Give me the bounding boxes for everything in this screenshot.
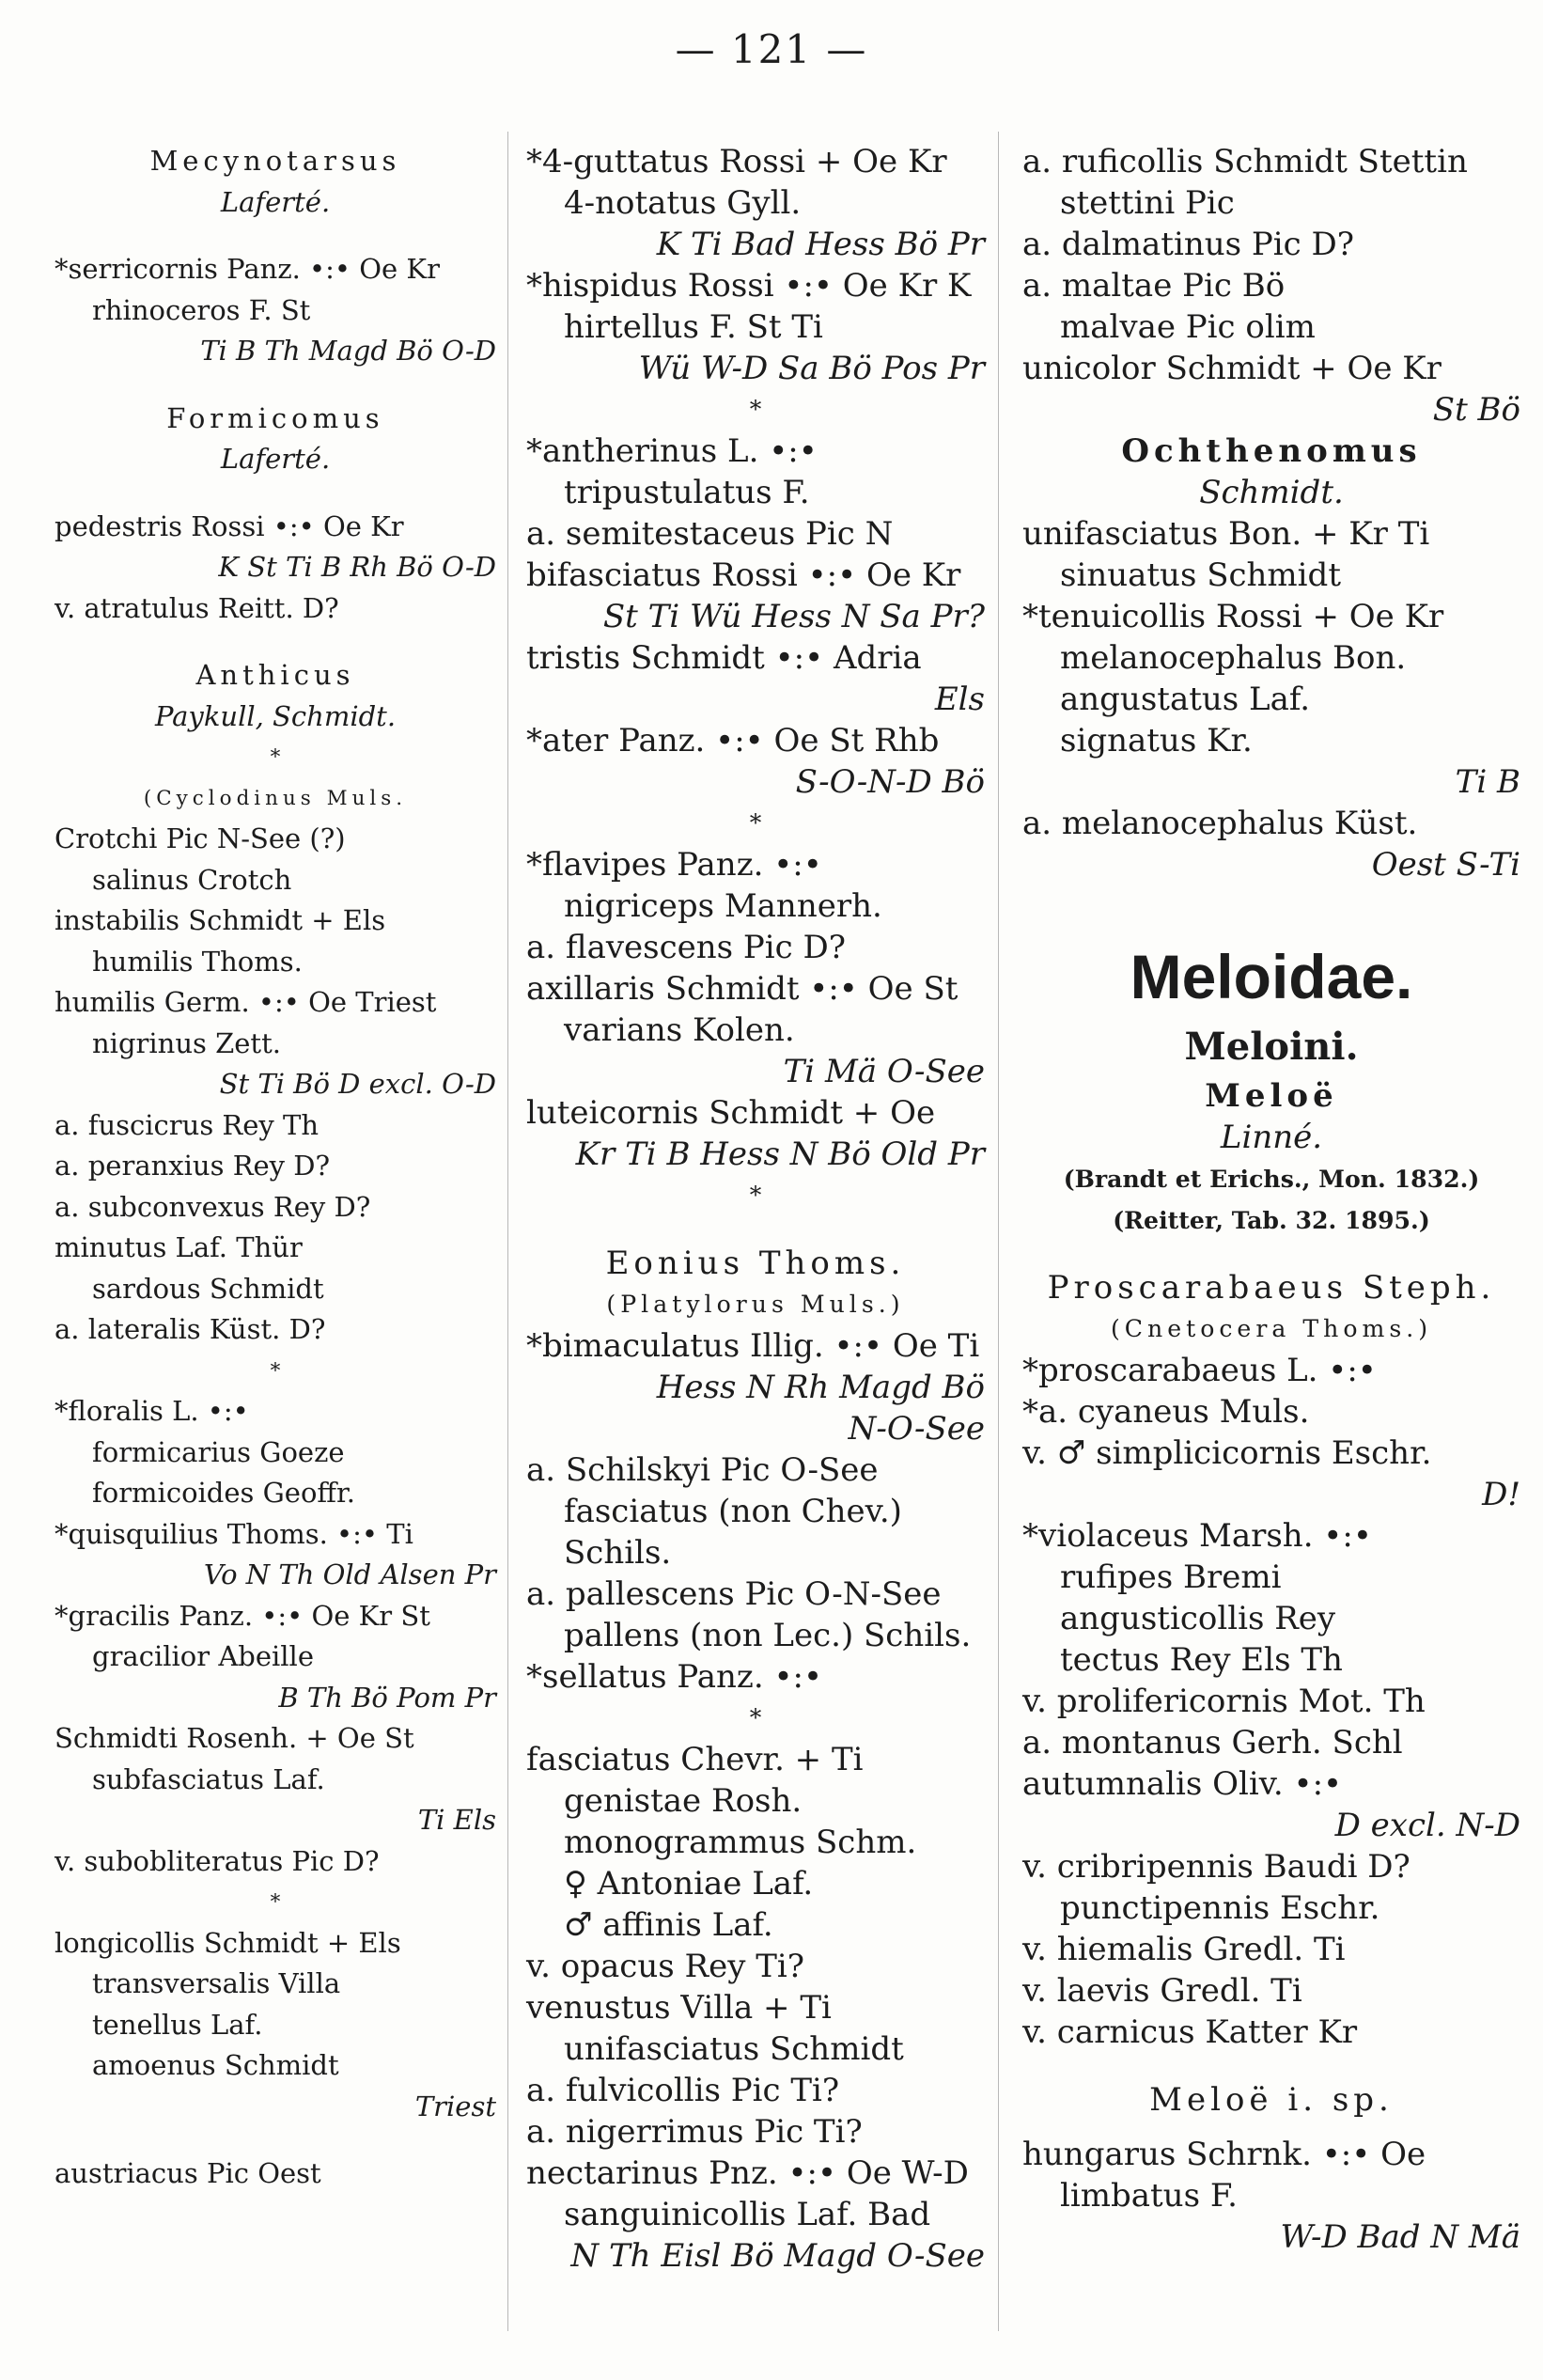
species-entry: nectarinus Pnz. •:• Oe W-D [526,2154,969,2192]
section-separator: * [270,1890,281,1914]
species-entry: *serricornis Panz. •:• Oe Kr [55,253,440,285]
spacer [55,372,496,399]
page-number: — 121 — [675,26,868,72]
synonym-entry: ♀ Antoniae Laf. [564,1865,814,1902]
species-entry: tristis Schmidt •:• Adria [526,639,922,677]
distribution-line: W-D Bad N Mä [1280,2218,1520,2256]
author-line: Linné. [1220,1119,1323,1156]
distribution-line: Wü W-D Sa Bö Pos Pr [638,350,985,387]
reference-note: (Reitter, Tab. 32. 1895.) [1113,1206,1430,1234]
distribution-line: N Th Eisl Bö Magd O-See [570,2237,985,2275]
species-entry: *proscarabaeus L. •:• [1022,1352,1377,1389]
species-entry: luteicornis Schmidt + Oe [526,1094,936,1132]
author-line: Schmidt. [1199,474,1344,511]
species-entry: *ater Panz. •:• Oe St Rhb [526,722,940,759]
species-entry: longicollis Schmidt + Els [55,1926,401,1959]
author-line: Laferté. [220,185,331,218]
species-entry: v. prolifericornis Mot. Th [1022,1683,1426,1720]
subgenus-note: (Cyclodinus Muls. [143,786,408,810]
species-entry: a. lateralis Küst. D? [55,1313,326,1345]
synonym-entry: nigriceps Mannerh. [564,887,882,925]
distribution-line: Els [934,681,985,718]
species-entry: unifasciatus Bon. + Kr Ti [1022,515,1430,553]
species-entry: v. hiemalis Gredl. Ti [1022,1931,1346,1968]
distribution-line: K St Ti B Rh Bö O-D [218,551,496,583]
species-entry: v. laevis Gredl. Ti [1022,1972,1302,2010]
synonym-entry: malvae Pic olim [1060,308,1316,346]
synonym-entry: fasciatus (non Chev.) [564,1493,902,1530]
synonym-entry: formicarius Goeze [92,1435,345,1468]
species-entry: a. maltae Pic Bö [1022,267,1286,305]
species-entry: *quisquilius Thoms. •:• Ti [55,1517,413,1550]
species-entry: a. peranxius Rey D? [55,1150,331,1182]
distribution-line: Ti Mä O-See [783,1053,985,1090]
synonym-entry: subfasciatus Laf. [92,1762,325,1795]
genus-heading: Formicomus [166,401,384,434]
distribution-line: S-O-N-D Bö [795,763,985,801]
species-entry: a. ruficollis Schmidt Stettin [1022,143,1468,180]
synonym-entry: pallens (non Lec.) Schils. [564,1617,972,1654]
section-separator: * [270,1358,281,1383]
section-separator: * [749,809,762,837]
synonym-entry: tenellus Laf. [92,2008,263,2041]
synonym-entry: varians Kolen. [564,1011,795,1049]
distribution-line: K Ti Bad Hess Bö Pr [656,226,985,263]
section-separator: * [749,396,762,423]
species-entry: a. semitestaceus Pic N [526,515,894,553]
species-entry: *a. cyaneus Muls. [1022,1393,1310,1431]
section-separator: * [270,745,281,769]
distribution-line: D! [1482,1476,1520,1513]
species-entry: Crotchi Pic N-See (?) [55,822,346,854]
column-divider [507,132,508,2331]
synonym-entry: sardous Schmidt [92,1272,324,1305]
synonym-entry: Schils. [564,1534,672,1572]
spacer [1022,1241,1520,1267]
distribution-line: B Th Bö Pom Pr [278,1681,496,1714]
distribution-line: St Ti Wü Hess N Sa Pr? [602,598,985,635]
genus-heading: Anthicus [195,659,355,691]
spacer [526,1216,985,1243]
tribe-heading: Meloini. [1184,1025,1359,1069]
species-entry: a. fuscicrus Rey Th [55,1108,320,1141]
species-entry: venustus Villa + Ti [526,1989,832,2027]
synonym-entry: ♂ affinis Laf. [564,1906,773,1944]
species-entry: unicolor Schmidt + Oe Kr [1022,350,1442,387]
synonym-entry: unifasciatus Schmidt [564,2030,904,2068]
synonym-entry: rhinoceros F. St [92,293,311,326]
synonym-entry: 4-notatus Gyll. [564,184,802,222]
species-entry: v. ♂ simplicicornis Eschr. [1022,1434,1432,1472]
spacer [55,223,496,249]
synonym-entry: amoenus Schmidt [92,2049,339,2081]
genus-heading: Mecynotarsus [149,145,401,177]
synonym-entry: rufipes Bremi [1060,1558,1282,1596]
species-entry: a. melanocephalus Küst. [1022,805,1418,842]
section-separator: * [749,1704,762,1731]
species-entry: autumnalis Oliv. •:• [1022,1765,1343,1803]
species-entry: *hispidus Rossi •:• Oe Kr K [526,267,972,305]
synonym-entry: salinus Crotch [92,863,292,896]
synonym-entry: angusticollis Rey [1060,1600,1336,1637]
synonym-entry: tripustulatus F. [564,474,810,511]
synonym-entry: sanguinicollis Laf. Bad [564,2196,931,2233]
species-entry: *4-guttatus Rossi + Oe Kr [526,143,947,180]
distribution-line: Ti B Th Magd Bö O-D [200,335,496,367]
species-entry: a. flavescens Pic D? [526,929,847,966]
synonym-entry: angustatus Laf. [1060,681,1311,718]
reference-note: (Brandt et Erichs., Mon. 1832.) [1063,1165,1480,1193]
species-entry: axillaris Schmidt •:• Oe St [526,970,959,1008]
author-line: Laferté. [220,443,331,475]
distribution-line: Oest S-Ti [1371,846,1520,884]
synonym-entry: gracilior Abeille [92,1640,314,1672]
subgenus-note: (Cnetocera Thoms.) [1110,1315,1433,1342]
synonym-entry: humilis Thoms. [92,945,303,978]
synonym-entry: sinuatus Schmidt [1060,556,1341,594]
species-entry: *flavipes Panz. •:• [526,846,822,884]
species-entry: pedestris Rossi •:• Oe Kr [55,509,404,542]
spacer [1022,2121,1520,2134]
species-entry: bifasciatus Rossi •:• Oe Kr [526,556,961,594]
species-entry: *bimaculatus Illig. •:• Oe Ti [526,1327,980,1365]
synonym-entry: stettini Pic [1060,184,1235,222]
species-entry: humilis Germ. •:• Oe Triest [55,986,437,1018]
spacer [55,480,496,507]
distribution-line: St Ti Bö D excl. O-D [219,1068,496,1100]
species-entry: *tenuicollis Rossi + Oe Kr [1022,598,1444,635]
distribution-line: Ti B [1455,763,1520,801]
distribution-line: Vo N Th Old Alsen Pr [203,1558,496,1590]
species-entry: a. subconvexus Rey D? [55,1190,371,1223]
synonym-entry: hirtellus F. St Ti [564,308,823,346]
species-entry: a. montanus Gerh. Schl [1022,1724,1403,1762]
spacer [55,629,496,655]
distribution-line: D excl. N-D [1334,1807,1520,1844]
species-entry: v. opacus Rey Ti? [526,1948,805,1985]
species-entry: a. dalmatinus Pic D? [1022,226,1354,263]
species-entry: *floralis L. •:• [55,1395,249,1427]
species-entry: minutus Laf. Thür [55,1231,303,1263]
genus-heading: Eonius Thoms. [605,1245,906,1282]
species-entry: v. carnicus Katter Kr [1022,2013,1358,2051]
synonym-entry: signatus Kr. [1060,722,1253,759]
synonym-entry: limbatus F. [1060,2177,1238,2215]
family-heading: Meloidae. [1130,942,1413,1011]
distribution-line: N-O-See [848,1410,985,1448]
species-entry: hungarus Schrnk. •:• Oe [1022,2136,1426,2173]
genus-heading: Ochthenomus [1121,432,1422,470]
spacer [55,2127,496,2153]
genus-heading: Proscarabaeus Steph. [1047,1269,1496,1307]
species-entry: v. atratulus Reitt. D? [55,591,339,624]
species-entry: Schmidti Rosenh. + Oe St [55,1722,414,1754]
genus-heading: Meloë [1205,1077,1338,1115]
species-entry: fasciatus Chevr. + Ti [526,1741,864,1778]
species-entry: *antherinus L. •:• [526,432,818,470]
spacer [1022,2053,1520,2079]
species-entry: a. pallescens Pic O-N-See [526,1575,942,1613]
distribution-line: Triest [414,2090,496,2122]
distribution-line: St Bö [1432,391,1520,429]
synonym-entry: genistae Rosh. [564,1782,803,1820]
column-1 [55,141,496,2195]
synonym-entry: transversalis Villa [92,1967,341,1999]
spacer [1022,885,1520,934]
species-entry: v. cribripennis Baudi D? [1022,1848,1411,1886]
section-separator: * [749,1182,762,1209]
genus-heading: Meloë i. sp. [1149,2081,1394,2119]
distribution-line: Ti Els [417,1804,496,1836]
column-2 [526,141,985,2277]
species-entry: *gracilis Panz. •:• Oe Kr St [55,1599,430,1632]
synonym-entry: formicoides Geoffr. [92,1477,355,1509]
synonym-entry: nigrinus Zett. [92,1026,281,1059]
subgenus-note: (Platylorus Muls.) [606,1291,905,1318]
species-entry: a. fulvicollis Pic Ti? [526,2072,840,2109]
species-entry: *sellatus Panz. •:• [526,1658,823,1696]
species-entry: austriacus Pic Oest [55,2157,321,2189]
distribution-line: Kr Ti B Hess N Bö Old Pr [575,1135,985,1173]
species-entry: a. nigerrimus Pic Ti? [526,2113,863,2151]
author-line: Paykull, Schmidt. [154,699,397,732]
distribution-line: Hess N Rh Magd Bö [656,1369,985,1406]
column-divider [998,132,999,2331]
column-3 [1022,141,1520,2258]
species-entry: instabilis Schmidt + Els [55,904,386,936]
species-entry: v. subobliteratus Pic D? [55,1844,380,1877]
species-entry: *violaceus Marsh. •:• [1022,1517,1372,1555]
synonym-entry: punctipennis Eschr. [1060,1889,1380,1927]
synonym-entry: monogrammus Schm. [564,1824,917,1861]
synonym-entry: tectus Rey Els Th [1060,1641,1343,1679]
species-entry: a. Schilskyi Pic O-See [526,1451,879,1489]
synonym-entry: melanocephalus Bon. [1060,639,1407,677]
